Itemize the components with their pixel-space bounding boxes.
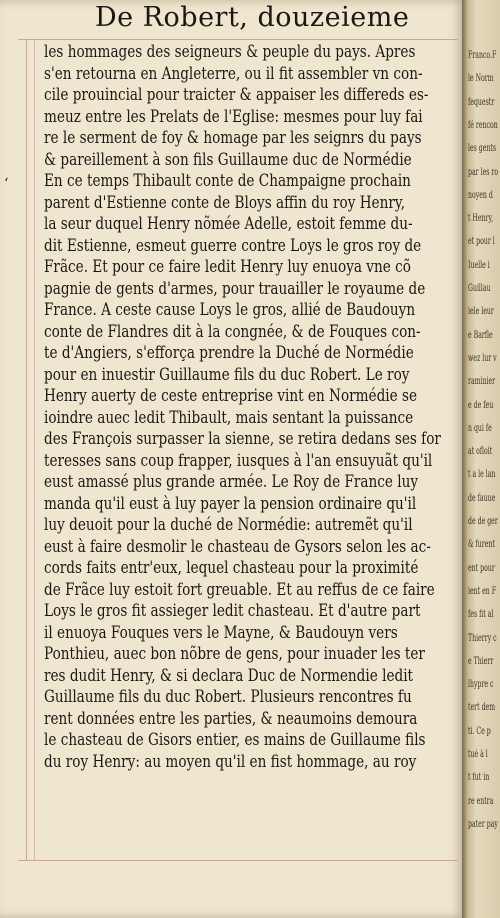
text-line: eust amassé plus grande armée. Le Roy de France luy bbox=[44, 472, 419, 492]
facing-page-fragment: tert dem bbox=[468, 702, 496, 714]
facing-page-fragment: e Barfle bbox=[468, 329, 493, 341]
text-line: teresses sans coup frapper, iusques à l'an ensuyuãt qu'il bbox=[44, 450, 433, 471]
text-line: les hommages des seigneurs & peuple du pays. Apres bbox=[44, 42, 416, 62]
facing-page-fragment: pater pay bbox=[468, 818, 498, 830]
text-line: meuz entre les Prelats de l'Eglise: mesmes pour luy fai bbox=[44, 106, 423, 127]
text-line: Loys le gros fit assieger ledit chasteau. Et d'autre part bbox=[44, 601, 421, 621]
text-line: France. A ceste cause Loys le gros, allié de Baudouyn bbox=[44, 300, 416, 320]
left-rule bbox=[26, 39, 27, 861]
facing-page-fragment: noyen d bbox=[468, 189, 493, 201]
text-line: Frãce. Et pour ce faire ledit Henry luy enuoya vne cõ bbox=[44, 257, 411, 277]
facing-page-fragment: raminier bbox=[468, 376, 496, 388]
text-line: rent données entre les parties, & neaumoins demoura bbox=[44, 708, 418, 729]
facing-page-fragment: at ofloit bbox=[468, 446, 493, 458]
text-line: eust à faire desmolir le chasteau de Gysors selon les ac- bbox=[44, 536, 431, 557]
left-rule-inner bbox=[34, 39, 35, 861]
facing-page-fragment: les gents bbox=[468, 143, 497, 155]
text-line: des François surpasser la sienne, se retira dedans ses for bbox=[44, 429, 441, 449]
facing-page-fragment: ent pour bbox=[468, 562, 495, 574]
text-line: la seur duquel Henry nõmée Adelle, estoit femme du- bbox=[44, 214, 413, 234]
facing-page-fragment: de de ger bbox=[468, 516, 498, 527]
text-line: le chasteau de Gisors entier, es mains de Guillaume fils bbox=[44, 730, 426, 750]
facing-page-fragment: Iuelle i bbox=[468, 259, 490, 271]
facing-page-fragment: ti. Ce p bbox=[468, 725, 491, 737]
text-line: de Frãce luy estoit fort greuable. Et au reffus de ce faire bbox=[44, 579, 435, 600]
text-line: du roy Henry: au moyen qu'il en fist hommage, au roy bbox=[44, 751, 417, 772]
text-line: cile prouincial pour traicter & appaiser les differeds es- bbox=[44, 85, 429, 105]
facing-page-fragment: & furent bbox=[468, 539, 495, 551]
facing-page-fragment: iele leur bbox=[468, 306, 494, 318]
text-line: res dudit Henry, & si declara Duc de Normendie ledit bbox=[44, 665, 414, 686]
text-line: conte de Flandres dit à la congnée, & de Fouques con- bbox=[44, 321, 421, 342]
text-line: il enuoya Fouques vers le Mayne, & Baudouyn vers bbox=[44, 622, 398, 643]
facing-page-fragment: t a le lan bbox=[468, 469, 496, 481]
text-line: En ce temps Thibault conte de Champaigne prochain bbox=[44, 171, 411, 191]
running-head: De Robert, douzeieme bbox=[95, 2, 410, 33]
margin-mark: ‘ bbox=[4, 176, 9, 192]
facing-page-fragment: Thierry c bbox=[468, 632, 497, 644]
facing-page-fragment: fé rencon bbox=[468, 119, 498, 131]
text-line: te d'Angiers, s'efforça prendre la Duché de Normédie bbox=[44, 343, 414, 363]
facing-page-fragment: n qui fe bbox=[468, 422, 492, 434]
facing-page-fragment: Guillau bbox=[468, 283, 491, 294]
facing-page-fragment: fes fit al bbox=[468, 609, 494, 621]
text-line: dit Estienne, esmeut guerre contre Loys le gros roy de bbox=[44, 235, 422, 256]
text-line: s'en retourna en Angleterre, ou il fit assembler vn con- bbox=[44, 63, 423, 84]
text-line: & pareillement à son fils Guillaume duc de Normédie bbox=[44, 149, 412, 170]
bottom-rule bbox=[18, 860, 458, 861]
text-line: Guillaume fils du duc Robert. Plusieurs rencontres fu bbox=[44, 687, 412, 707]
facing-page-fragment: de fauue bbox=[468, 492, 496, 504]
facing-page-fragment: et pour l bbox=[468, 236, 495, 248]
facing-page-edge bbox=[462, 0, 500, 918]
text-line: Henry auerty de ceste entreprise vint en Normédie se bbox=[44, 386, 418, 406]
facing-page-fragment: fequestr bbox=[468, 96, 495, 108]
facing-page-fragment: lhypre c bbox=[468, 679, 494, 691]
facing-page-fragment: tué à l bbox=[468, 749, 488, 760]
text-line: Ponthieu, auec bon nõbre de gens, pour inuader les ter bbox=[44, 644, 425, 664]
text-line: luy deuoit pour la duché de Normédie: autremẽt qu'il bbox=[44, 515, 413, 535]
facing-page-fragment: re entra bbox=[468, 795, 494, 807]
text-line: re le serment de foy & homage par les seignrs du pays bbox=[44, 128, 422, 148]
facing-page-fragment: par les ro bbox=[468, 166, 499, 178]
text-line: pour en inuestir Guillaume fils du duc Robert. Le roy bbox=[44, 364, 410, 385]
facing-page-fragment: wez lur v bbox=[468, 352, 497, 364]
body-text bbox=[44, 42, 464, 773]
text-line: cords faits entr'eux, lequel chasteau pour la proximité bbox=[44, 558, 419, 578]
facing-page-fragment: e de feu bbox=[468, 399, 494, 411]
facing-page-fragment: e Thierr bbox=[468, 655, 494, 667]
facing-page-fragment: Franco.F bbox=[468, 50, 497, 61]
text-line: manda qu'il eust à luy payer la pension ordinaire qu'il bbox=[44, 493, 417, 514]
text-line: parent d'Estienne conte de Bloys affin du roy Henry, bbox=[44, 192, 406, 213]
facing-page-fragment: t fut in bbox=[468, 772, 490, 784]
facing-page-fragment: t Henry, bbox=[468, 213, 494, 225]
top-rule bbox=[18, 39, 458, 40]
text-line: ioindre auec ledit Thibault, mais sentant la puissance bbox=[44, 407, 414, 428]
text-line: pagnie de gents d'armes, pour trauailler le royaume de bbox=[44, 278, 426, 299]
facing-page-fragment: ient en F bbox=[468, 585, 497, 597]
facing-page-fragment: le Norm bbox=[468, 73, 494, 85]
